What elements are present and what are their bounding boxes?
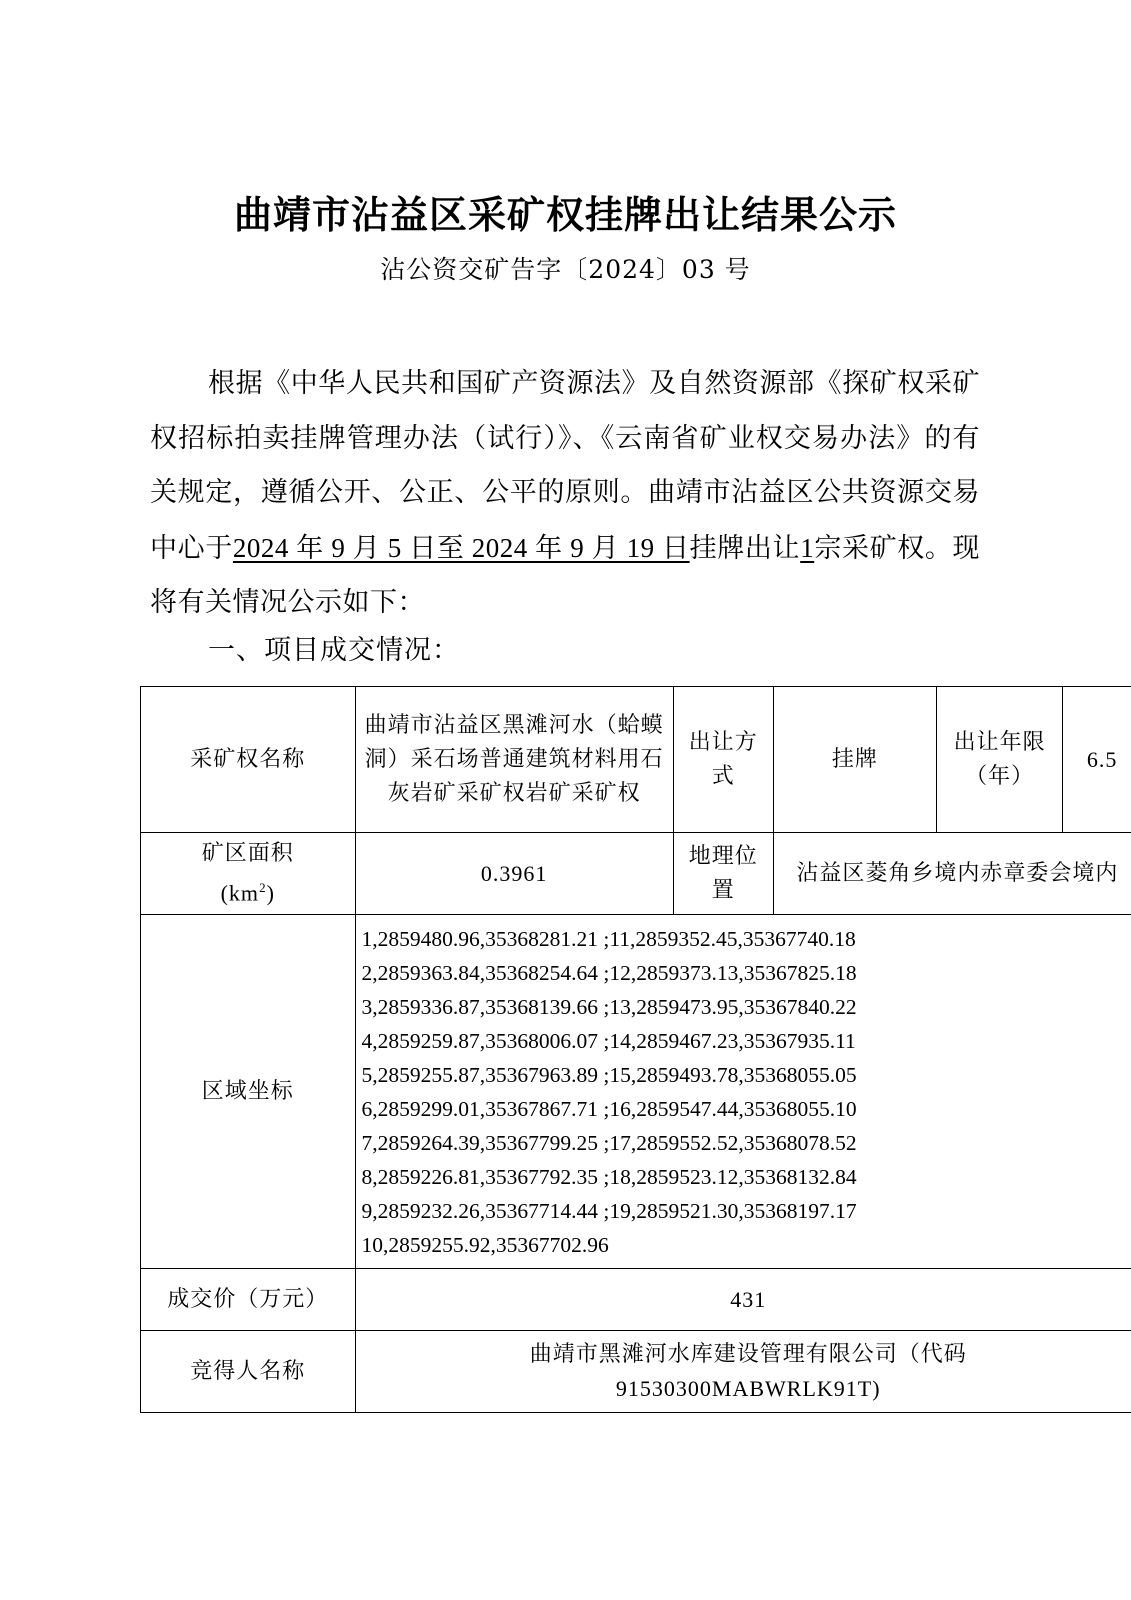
coordinates-label: 区域坐标: [141, 915, 356, 1269]
document-number: 沾公资交矿告字〔2024〕03 号: [380, 255, 751, 284]
coordinate-line: 3,2859336.87,35368139.66 ;13,2859473.95,35367840.22: [361, 994, 857, 1019]
coordinate-line: 4,2859259.87,35368006.07 ;14,2859467.23,35367935.11: [361, 1028, 856, 1053]
coordinate-line: 9,2859232.26,35367714.44 ;19,2859521.30,35368197.17: [361, 1198, 857, 1223]
coordinate-line: 7,2859264.39,35367799.25 ;17,2859552.52,35368078.52: [361, 1130, 857, 1155]
coordinate-line: 10,2859255.92,35367702.96: [361, 1232, 609, 1257]
winner-name: 曲靖市黑滩河水库建设管理有限公司（代码: [529, 1341, 967, 1367]
mining-right-name-value: 曲靖市沾益区黑滩河水（蛤蟆洞）采石场普通建筑材料用石灰岩矿采矿权岩矿采矿权: [355, 687, 673, 833]
mining-right-name-label: 采矿权名称: [141, 687, 356, 833]
winner-code: 91530300MABWRLK91T): [615, 1375, 881, 1401]
coordinates-cell: [355, 915, 1131, 1269]
intro-period: 2024 年 9 月 5 日至 2024 年 9 月 19 日: [232, 532, 690, 563]
section-heading: 一、项目成交情况：: [208, 635, 460, 666]
intro-text-part1: 根据《中华人民共和国矿产资源法》及自然资源部《探矿权采矿权招标拍卖挂牌管理办法（试行）》、《云南省矿业权交易办法》的有关规定，遵循公开、公正、公平的原则。曲靖市沾益区公共资源交易中心于: [150, 368, 980, 564]
table-row: [141, 833, 1131, 915]
transaction-result-table: [140, 686, 1131, 1413]
winner-value: [355, 1331, 1131, 1413]
coordinate-line: 8,2859226.81,35367792.35 ;18,2859523.12,35368132.84: [361, 1164, 857, 1189]
document-title: 曲靖市沾益区采矿权挂牌出让结果公示: [233, 192, 897, 237]
table-row: [141, 1331, 1131, 1413]
intro-count: 1: [800, 532, 815, 563]
intro-paragraph: [150, 357, 980, 631]
transfer-term-label: 出让年限（年）: [937, 687, 1063, 833]
table-row: [141, 687, 1131, 833]
area-unit: $(km^2)$: [220, 880, 275, 906]
location-label: 地理位置: [673, 833, 773, 915]
area-label-cell: [141, 833, 356, 915]
table-row: [141, 915, 1131, 1269]
transfer-term-value: 6.5: [1063, 687, 1131, 833]
location-value: 沾益区菱角乡境内赤章委会境内: [773, 833, 1131, 915]
transfer-method-label: 出让方式: [673, 687, 773, 833]
area-label: 矿区面积: [201, 841, 294, 866]
coordinate-line: 1,2859480.96,35368281.21 ;11,2859352.45,35367740.18: [361, 926, 856, 951]
intro-text-part3: 宗采矿权。现将有关情况公示如下：: [150, 532, 981, 618]
price-label: 成交价（万元）: [141, 1269, 356, 1331]
area-value: 0.3961: [355, 833, 673, 915]
coordinate-line: 6,2859299.01,35367867.71 ;16,2859547.44,35368055.10: [361, 1096, 857, 1121]
intro-text-part2: 挂牌出让: [689, 532, 801, 564]
coordinate-line: 5,2859255.87,35367963.89 ;15,2859493.78,35368055.05: [361, 1062, 857, 1087]
winner-label: 竞得人名称: [141, 1331, 356, 1413]
price-value: 431: [355, 1269, 1131, 1331]
table-row: [141, 1269, 1131, 1331]
coordinate-line: 2,2859363.84,35368254.64 ;12,2859373.13,35367825.18: [361, 960, 857, 985]
transfer-method-value: 挂牌: [773, 687, 936, 833]
